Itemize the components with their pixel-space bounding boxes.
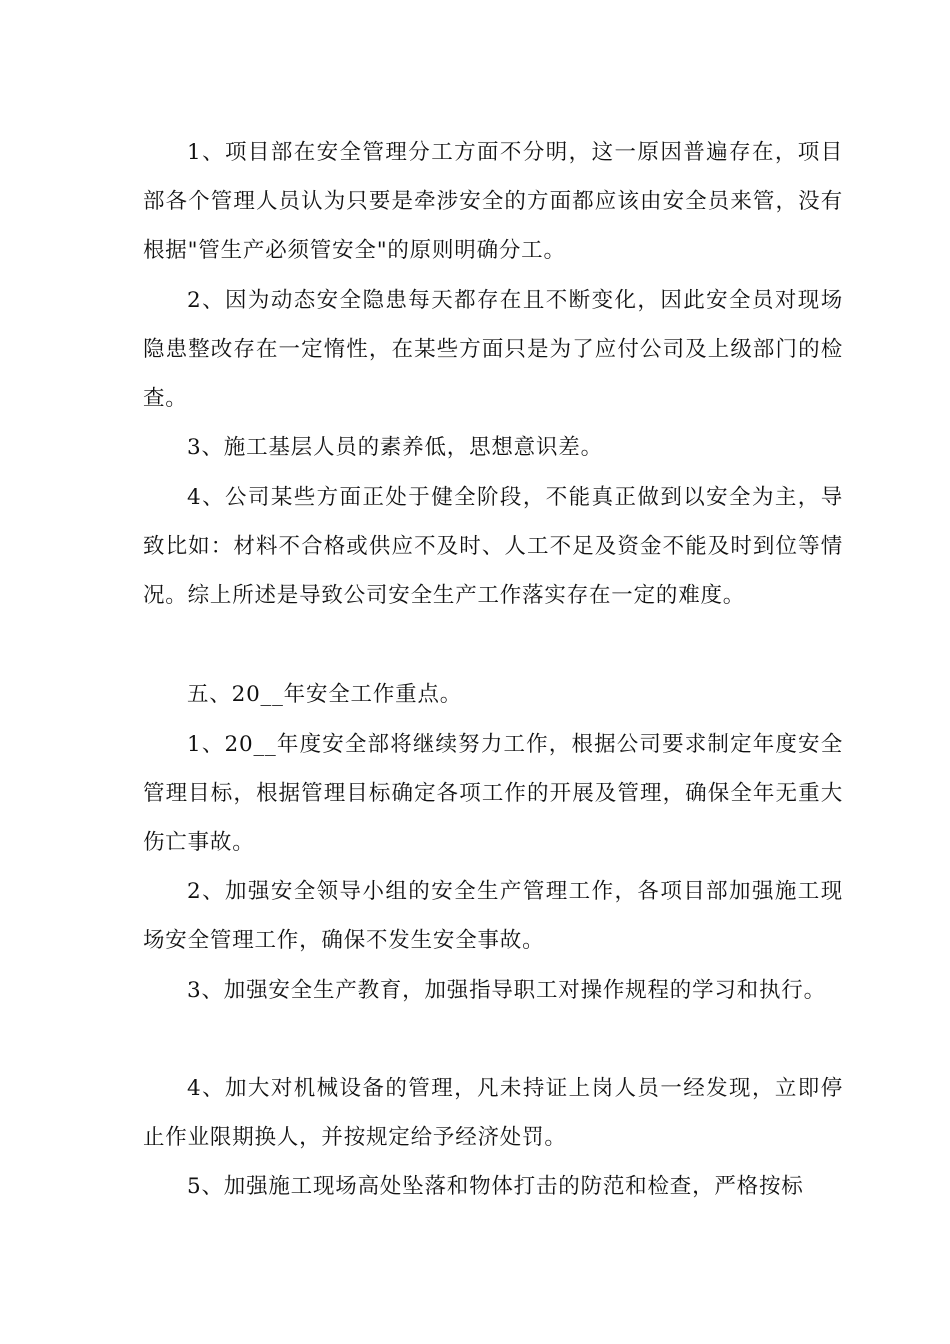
paragraph-7: 3、加强安全生产教育，加强指导职工对操作规程的学习和执行。 bbox=[187, 978, 826, 1003]
paragraph-3: 3、施工基层人员的素养低，思想意识差。 bbox=[187, 435, 603, 460]
section-heading: 五、20__年安全工作重点。 bbox=[187, 682, 463, 707]
paragraph-5: 1、20__年度安全部将继续努力工作，根据公司要求制定年度安全管理目标，根据管理目标确定各项工作的开展及管理，确保全年无重大伤亡事故。 bbox=[143, 732, 843, 855]
paragraph-8: 4、加大对机械设备的管理，凡未持证上岗人员一经发现，立即停止作业限期换人，并按规定给予经济处罚。 bbox=[143, 1076, 843, 1150]
paragraph-2: 2、因为动态安全隐患每天都存在且不断变化，因此安全员对现场隐患整改存在一定惰性，在某些方面只是为了应付公司及上级部门的检查。 bbox=[143, 288, 843, 411]
paragraph-4: 4、公司某些方面正处于健全阶段，不能真正做到以安全为主，导致比如：材料不合格或供应不及时、人工不足及资金不能及时到位等情况。综上所述是导致公司安全生产工作落实存在一定的难度。 bbox=[143, 485, 843, 608]
paragraph-9: 5、加强施工现场高处坠落和物体打击的防范和检查，严格按标 bbox=[187, 1174, 804, 1199]
paragraph-6: 2、加强安全领导小组的安全生产管理工作，各项目部加强施工现场安全管理工作，确保不发生安全事故。 bbox=[143, 879, 843, 953]
paragraph-1: 1、项目部在安全管理分工方面不分明，这一原因普遍存在，项目部各个管理人员认为只要是牵涉安全的方面都应该由安全员来管，没有根据"管生产必须管安全"的原则明确分工。 bbox=[143, 140, 843, 263]
